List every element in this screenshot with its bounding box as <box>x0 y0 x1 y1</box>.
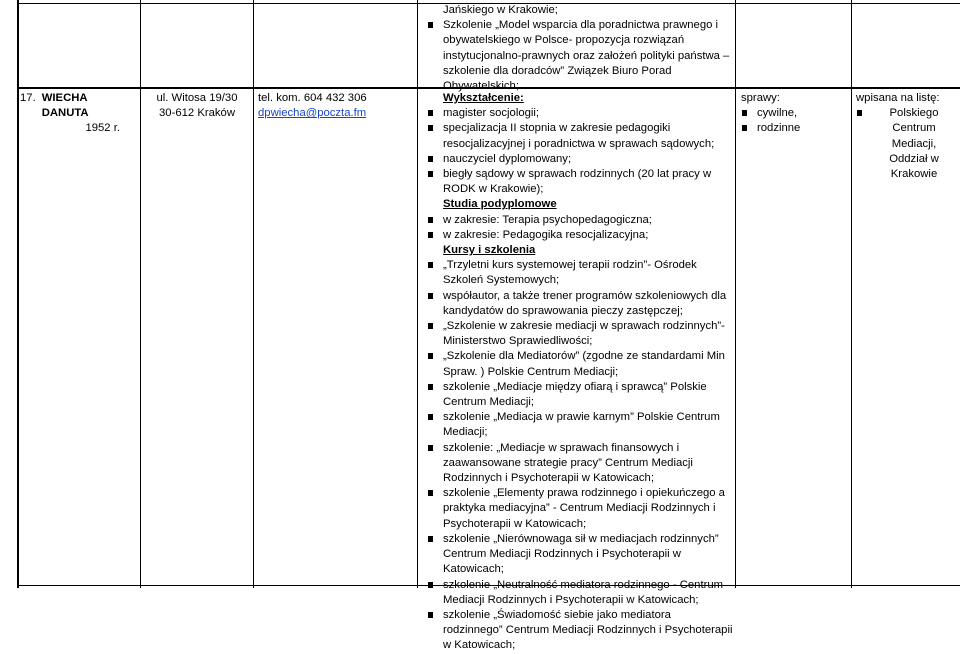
education-item: nauczyciel dyplomowany; <box>427 152 733 167</box>
col-border-2 <box>253 0 254 588</box>
col-border-1 <box>140 0 141 588</box>
col-border-0 <box>17 0 19 588</box>
col-border-3 <box>417 0 418 588</box>
address-city: 30-612 Kraków <box>159 107 235 120</box>
course-item: „Trzyletni kurs systemowej terapii rodzin”- Ośrodek Szkoleń Systemowych; <box>427 258 733 288</box>
entry-name-cell <box>20 91 136 137</box>
course-item: szkolenie „Świadomość siebie jako mediatora rodzinnego” Centrum Mediacji Rodzinnych i Psychoterapii w Katowicach; <box>427 608 733 654</box>
courses-heading: Kursy i szkolenia <box>443 244 536 257</box>
address-street: ul. Witosa 19/30 <box>156 92 238 104</box>
education-item: magister socjologii; <box>427 106 733 121</box>
education-item: biegły sądowy w sprawach rodzinnych (20 lat pracy w RODK w Krakowie); <box>427 167 733 197</box>
cases-heading: sprawy: <box>741 92 780 104</box>
training-item: Szkolenie „Model wsparcia dla poradnictwa prawnego i obywatelskiego w Polsce- propozycja rozwiązań instytucjonalno-prawnych oraz założeń polityki państwa – szkolenie dla doradców” Związek Biuro Porad Obywatelskich; <box>427 18 731 94</box>
course-item: szkolenie: „Mediacje w sprawach finansowych i zaawansowane strategie pracy” Centrum Mediacji Rodzinnych i Psychoterapii w Katowicach; <box>427 441 733 487</box>
case-type-item: rodzinne <box>741 121 849 136</box>
entry-registry-cell <box>856 91 956 182</box>
course-item: „Szkolenie dla Mediatorów” (zgodne ze standardami Min Spraw. ) Polskie Centrum Mediacji; <box>427 349 733 379</box>
entry-birth-year: 1952 r. <box>85 122 120 135</box>
registry-heading: wpisana na listę: <box>856 92 940 104</box>
education-heading: Wykształcenie: <box>443 92 524 104</box>
course-item: „Szkolenie w zakresie mediacji w sprawach rodzinnych”- Ministerstwo Sprawiedliwości; <box>427 319 733 349</box>
postgrad-list <box>427 213 733 243</box>
col-border-4 <box>735 0 736 588</box>
entry-address-cell <box>141 91 253 121</box>
cases-list <box>741 106 849 136</box>
course-item: szkolenie „Mediacja w prawie karnym” Polskie Centrum Mediacji; <box>427 410 733 440</box>
postgrad-heading: Studia podyplomowe <box>443 198 557 211</box>
entry-contact-cell <box>258 91 414 121</box>
postgrad-item: w zakresie: Terapia psychopedagogiczna; <box>427 213 733 228</box>
entry-qualifications-cell <box>427 91 733 654</box>
registry-list <box>856 106 956 182</box>
course-item: szkolenie „Nierównowaga sił w mediacjach rodzinnych” Centrum Mediacji Rodzinnych i Psychoterapii w Katowicach; <box>427 532 733 578</box>
course-item: szkolenie „Neutralność mediatora rodzinnego - Centrum Mediacji Rodzinnych i Psychoterapii w Katowicach; <box>427 578 733 608</box>
case-type-item: cywilne, <box>741 106 849 121</box>
entry-number: 17. <box>20 92 36 104</box>
registry-item: Polskiego Centrum Mediacji, Oddział w Krakowie <box>856 106 956 182</box>
phone-number: tel. kom. 604 432 306 <box>258 92 367 104</box>
courses-list <box>427 258 733 653</box>
postgrad-item: w zakresie: Pedagogika resocjalizacyjna; <box>427 228 733 243</box>
institution-tail: Jańskiego w Krakowie; <box>443 4 558 16</box>
entry-name: WIECHA DANUTA <box>41 92 89 120</box>
entry-cases-cell <box>741 91 849 137</box>
course-item: szkolenie „Mediacje między ofiarą i sprawcą” Polskie Centrum Mediacji; <box>427 380 733 410</box>
course-item: szkolenie „Elementy prawa rodzinnego i opiekuńczego a praktyka mediacyjna” - Centrum Mediacji Rodzinnych i Psychoterapii w Katowicach; <box>427 486 733 532</box>
course-item: współautor, a także trener programów szkoleniowych dla kandydatów do sprawowania pieczy zastępczej; <box>427 289 733 319</box>
previous-row-continuation <box>427 3 731 94</box>
email-link[interactable]: dpwiecha@poczta.fm <box>258 107 367 120</box>
col-border-5 <box>851 0 852 588</box>
education-item: specjalizacja II stopnia w zakresie pedagogiki resocjalizacyjnej i poradnictwa w sprawach sądowych; <box>427 121 733 151</box>
education-list <box>427 106 733 197</box>
